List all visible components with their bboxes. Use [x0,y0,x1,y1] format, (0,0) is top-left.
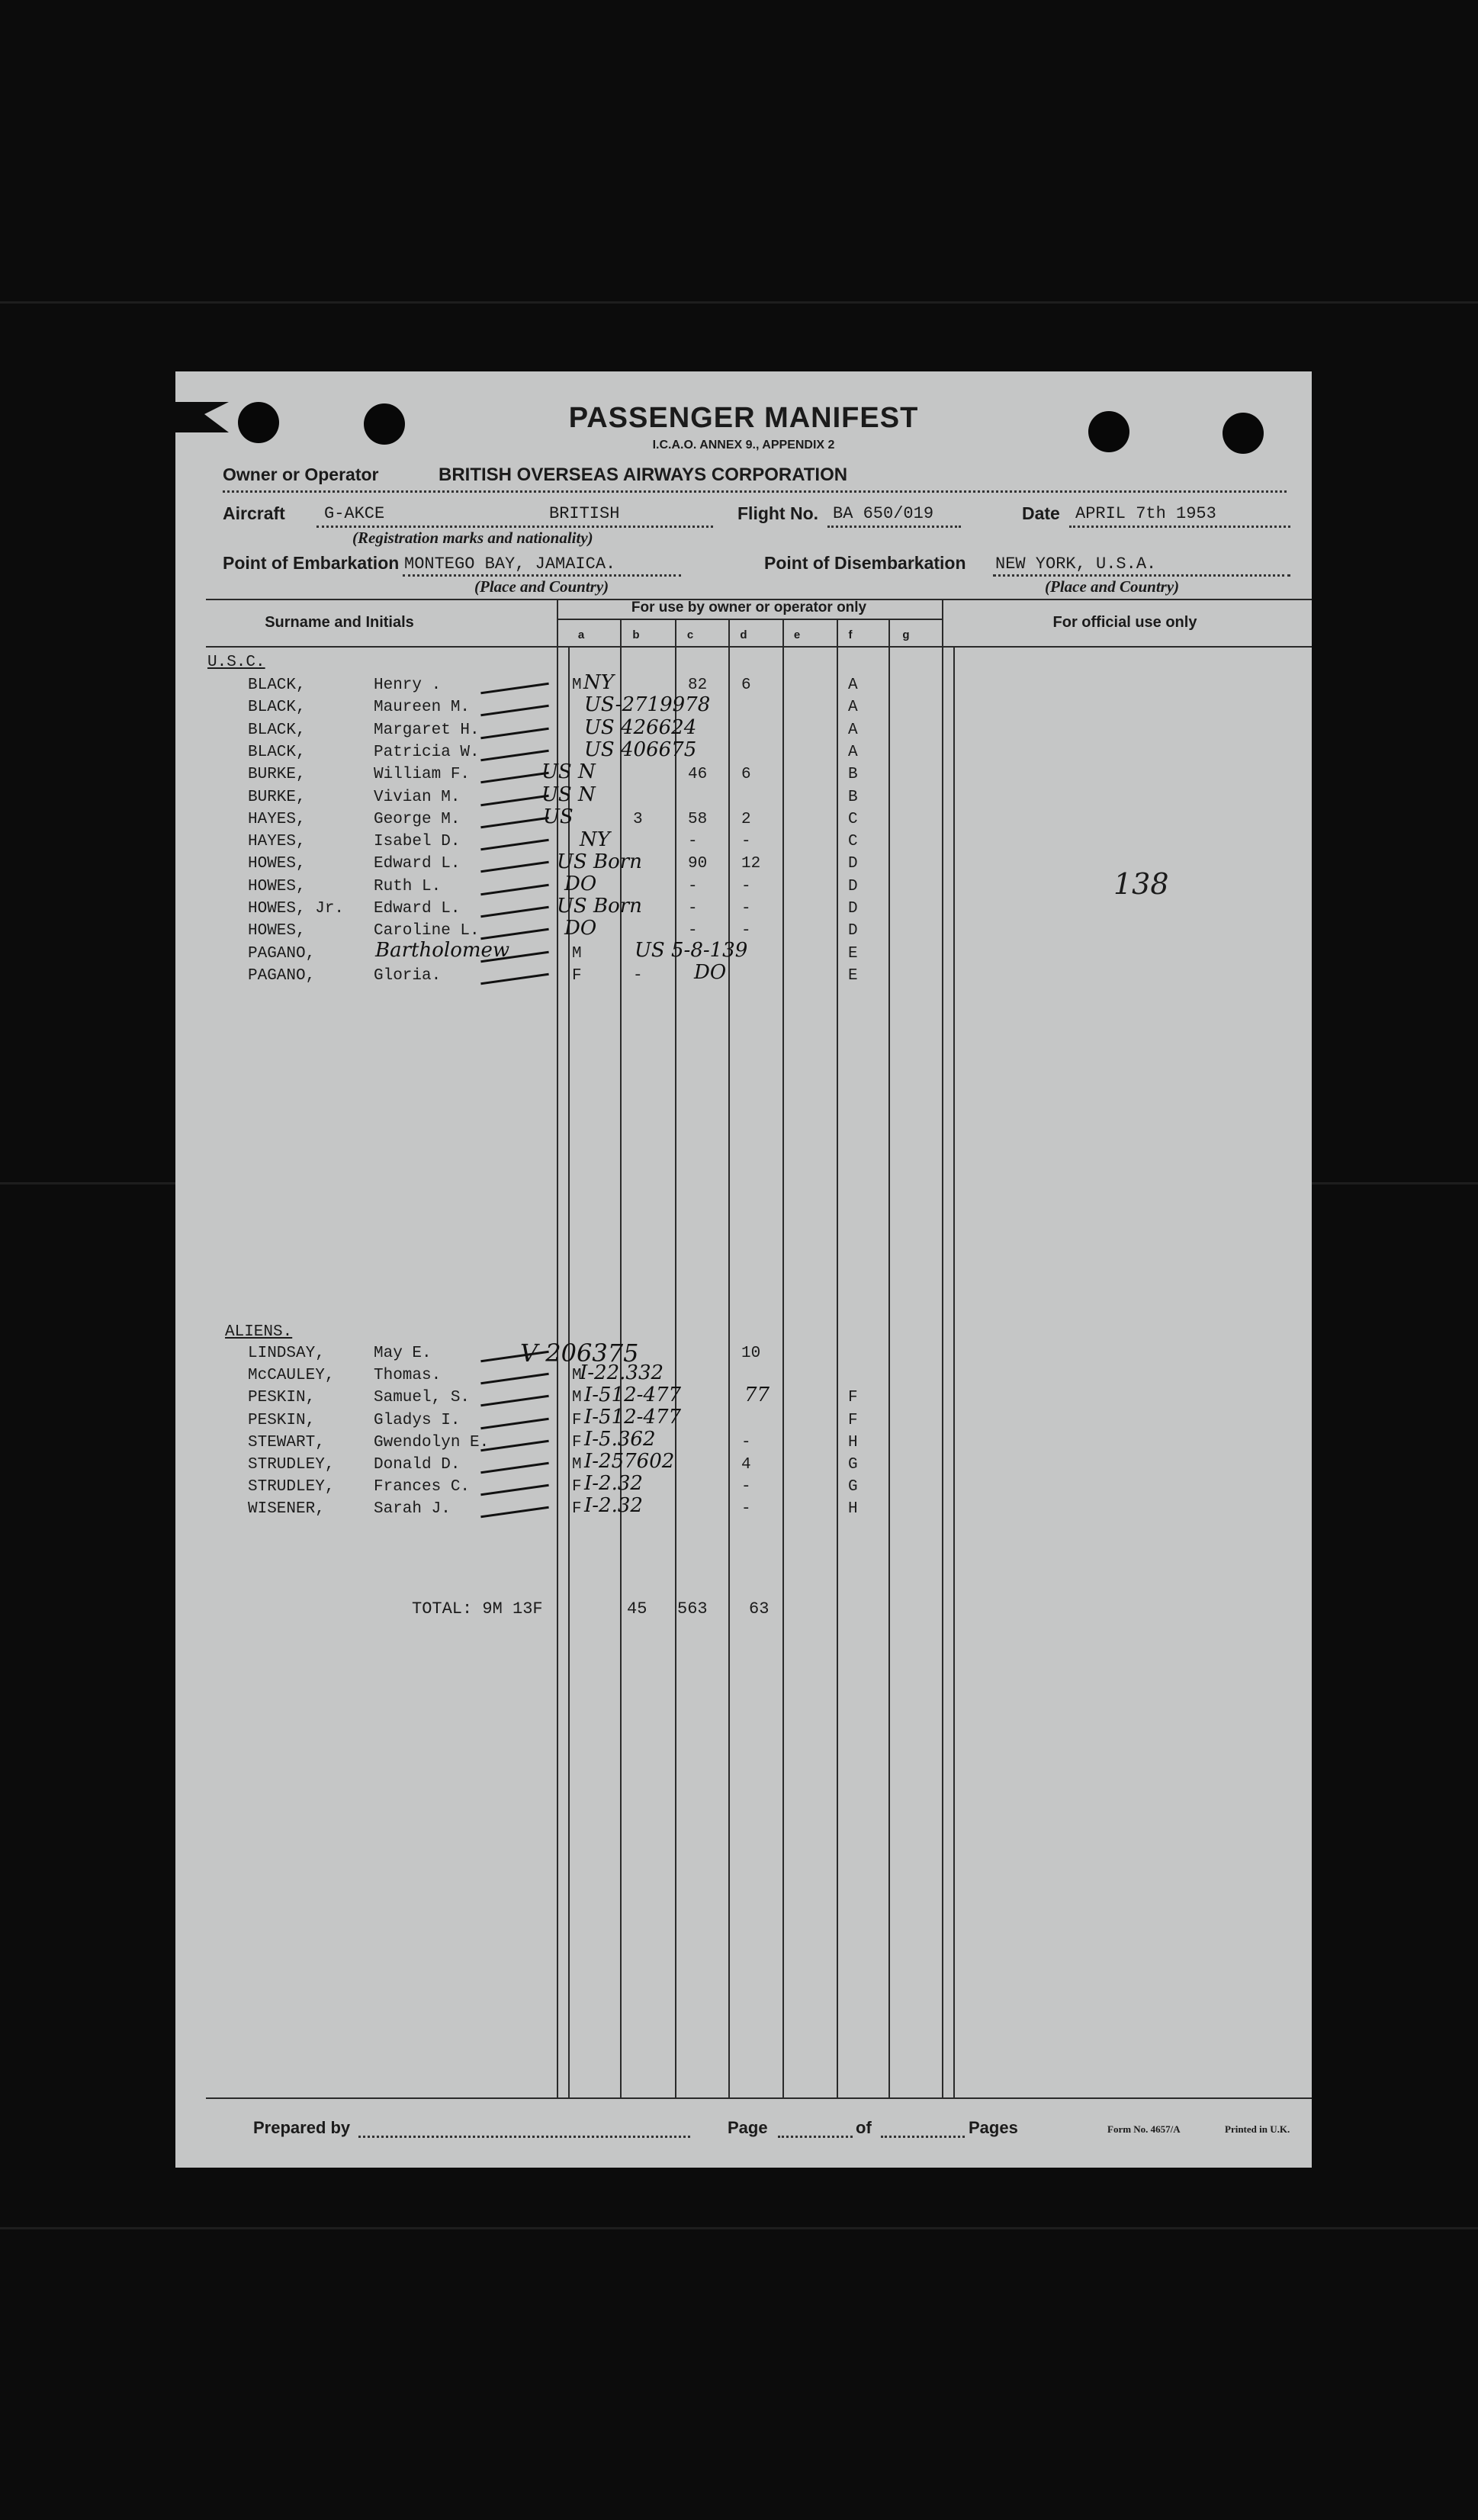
handwritten-note: V 206375 [520,1339,639,1368]
page-line [778,2136,853,2138]
passenger-initials: Edward L. [374,900,461,918]
table-row [175,1412,1312,1435]
passenger-surname: HAYES, [248,810,306,828]
tick-mark [480,750,549,761]
table-row [175,967,1312,991]
handwritten-note: 77 [744,1384,770,1406]
owner-label: Owner or Operator [223,464,379,484]
cell-c: - [688,922,698,940]
cell-f: C [848,833,858,851]
passenger-initials: Margaret H. [374,721,480,739]
handwritten-note: I-22.332 [580,1361,664,1384]
passenger-initials: Patricia W. [374,743,480,761]
cell-d: - [741,1433,751,1451]
total-b: 45 [627,1599,647,1618]
column-letter-a: a [577,628,585,641]
cell-f: D [848,900,858,918]
tick-mark [480,772,549,783]
passenger-initials: Isabel D. [374,833,461,851]
cell-f: H [848,1433,858,1451]
passenger-initials: Henry . [374,677,442,694]
tick-mark [480,683,549,694]
tick-mark [480,705,549,716]
passenger-initials: Maureen M. [374,699,471,717]
cell-f: F [848,1411,858,1429]
table-row [175,766,1312,789]
table-row [175,811,1312,834]
cell-d: 12 [741,855,761,873]
disembark-value: NEW YORK, U.S.A. [995,554,1157,574]
handwritten-note: US N [541,760,596,783]
cell-c: - [688,900,698,918]
passenger-initials: Gloria. [374,966,442,985]
owner-value: BRITISH OVERSEAS AIRWAYS CORPORATION [439,464,848,485]
table-row [175,744,1312,767]
passenger-surname: PAGANO, [248,966,316,985]
cell-f: D [848,855,858,873]
cell-f: G [848,1478,858,1496]
date-value: APRIL 7th 1953 [1075,504,1216,523]
date-line [1069,526,1290,528]
handwritten-note: US [543,805,574,828]
cell-c: - [688,877,698,895]
passenger-surname: STRUDLEY, [248,1456,335,1474]
aircraft-line [316,526,713,528]
cell-a: F [572,1500,582,1519]
column-letter-g: g [902,628,910,641]
passenger-surname: HAYES, [248,833,306,851]
cell-f: D [848,877,858,895]
table-row [175,1367,1312,1390]
cell-b: 3 [633,810,643,828]
handwritten-note: NY [583,671,614,694]
registration-note: (Registration marks and nationality) [352,529,593,547]
cell-d: 10 [741,1345,761,1362]
cell-a: M [572,1367,582,1385]
page-label: Page [728,2118,768,2137]
cell-f: G [848,1456,858,1474]
passenger-surname: WISENER, [248,1500,325,1519]
cell-a: F [572,966,582,985]
totals-label: TOTAL: 9M 13F [412,1599,543,1618]
passenger-initials: William F. [374,766,471,784]
passenger-initials: Vivian M. [374,788,461,806]
passenger-initials: Gladys I. [374,1411,461,1429]
table-row [175,699,1312,722]
cell-d: 6 [741,766,751,784]
handwritten-note: Bartholomew [375,939,510,962]
handwritten-note: I-512-477 [584,1406,682,1429]
handwritten-note: DO [564,917,597,940]
form-subtitle: I.C.A.O. ANNEX 9., APPENDIX 2 [652,439,835,452]
scan-band [0,2227,1478,2229]
cell-f: A [848,677,858,694]
tick-mark [480,906,549,918]
cell-f: B [848,766,858,784]
embark-label: Point of Embarkation [223,553,400,573]
table-row [175,1478,1312,1502]
handwritten-note: US-2719978 [584,693,711,716]
margin-number: 138 [1113,867,1169,901]
passenger-initials: Edward L. [374,855,461,873]
cell-a: M [572,944,582,963]
cell-f: E [848,966,858,985]
passenger-surname: BURKE, [248,766,306,784]
pages-label: Pages [969,2118,1018,2137]
prepared-by-label: Prepared by [253,2118,351,2137]
cell-a: M [572,677,582,694]
cell-f: C [848,810,858,828]
handwritten-note: I-2.32 [584,1472,643,1495]
cell-c: 90 [688,855,708,873]
tick-mark [480,973,549,985]
cell-c: 58 [688,810,708,828]
table-row [175,900,1312,924]
passenger-surname: HOWES, [248,922,306,940]
passenger-surname: PESKIN, [248,1389,316,1407]
handwritten-note: I-5.362 [584,1428,656,1451]
total-d: 63 [749,1599,770,1618]
passenger-initials: Donald D. [374,1456,461,1474]
passenger-initials: Gwendolyn E. [374,1433,490,1451]
cell-b: - [633,966,643,985]
cell-f: F [848,1389,858,1407]
passenger-surname: LINDSAY, [248,1345,325,1362]
cell-f: D [848,922,858,940]
passenger-surname: BLACK, [248,743,306,761]
of-label: of [856,2118,872,2137]
table-row [175,677,1312,700]
passenger-initials: Frances C. [374,1478,471,1496]
tick-mark [480,861,549,873]
flight-line [827,526,961,528]
embark-value: MONTEGO BAY, JAMAICA. [404,554,616,574]
passenger-surname: HOWES, [248,877,306,895]
table-row [175,789,1312,812]
total-c: 563 [677,1599,708,1618]
cell-a: F [572,1433,582,1451]
cell-d: - [741,833,751,851]
aircraft-value: G-AKCE [324,504,385,523]
passenger-surname: HOWES, Jr. [248,900,345,918]
column-letter-f: f [848,628,853,641]
cell-a: M [572,1456,582,1474]
passenger-surname: BLACK, [248,699,306,717]
cell-d: - [741,900,751,918]
handwritten-note: I-512-477 [584,1384,682,1406]
embark-line [403,574,681,577]
owner-line [223,490,1287,493]
cell-f: B [848,788,858,806]
cell-a: M [572,1389,582,1407]
table-row [175,1389,1312,1413]
tick-mark [480,727,549,738]
tick-mark [480,1395,549,1406]
of-line [881,2136,965,2138]
passenger-surname: BLACK, [248,721,306,739]
cell-d: - [741,922,751,940]
tick-mark [480,1373,549,1384]
flight-label: Flight No. [737,503,819,523]
handwritten-note: US 426624 [584,716,697,739]
cell-d: 4 [741,1456,751,1474]
cell-d: - [741,1500,751,1519]
handwritten-note: US N [541,783,596,806]
passenger-initials: Sarah J. [374,1500,451,1519]
handwritten-note: US Born [557,895,642,918]
cell-f: E [848,944,858,963]
flight-value: BA 650/019 [833,504,934,523]
passenger-surname: STRUDLEY, [248,1478,335,1496]
usc-section-label: U.S.C. [207,654,265,671]
tick-mark [480,1484,549,1496]
cell-c: 82 [688,677,708,694]
handwritten-note: I-2.32 [584,1494,643,1517]
column-letter-c: c [686,628,694,641]
cell-c: - [688,833,698,851]
owner-use-header: For use by owner or operator only [631,599,867,616]
cell-d: 6 [741,677,751,694]
printed-in: Printed in U.K. [1225,2123,1290,2135]
passenger-surname: BURKE, [248,788,306,806]
cell-f: A [848,699,858,717]
place-note-embark: (Place and Country) [474,577,609,596]
cell-a: F [572,1411,582,1429]
official-header: For official use only [1052,614,1197,631]
cell-f: H [848,1500,858,1519]
prepared-by-line [358,2136,690,2138]
disembark-label: Point of Disembarkation [764,553,966,573]
column-letter-b: b [632,628,640,641]
aliens-section-label: ALIENS. [225,1323,293,1341]
cell-f: A [848,743,858,761]
handwritten-note: I-257602 [584,1450,675,1473]
tick-mark [480,817,549,828]
passenger-surname: HOWES, [248,855,306,873]
passenger-initials: Thomas. [374,1367,442,1385]
handwritten-note: DO [694,961,727,984]
cell-c: 46 [688,766,708,784]
tick-mark [480,1462,549,1474]
handwritten-note: DO [564,873,597,895]
date-label: Date [1022,503,1060,523]
handwritten-note: US 5-8-139 [635,939,748,962]
owner-use-rule [558,619,943,620]
passenger-initials: May E. [374,1345,432,1362]
passenger-initials: Ruth L. [374,877,442,895]
cell-d: 2 [741,810,751,828]
passenger-initials: George M. [374,810,461,828]
form-number: Form No. 4657/A [1107,2123,1181,2135]
table-row [175,1345,1312,1368]
table-row [175,833,1312,857]
tick-mark [480,1417,549,1429]
handwritten-note: US 406675 [584,738,697,761]
table-row [175,1500,1312,1524]
passenger-initials: Samuel, S. [374,1389,471,1407]
tick-mark [480,883,549,895]
disembark-line [993,574,1290,577]
column-letter-e: e [793,628,801,641]
tick-mark [480,1440,549,1451]
passenger-surname: McCAULEY, [248,1367,335,1385]
handwritten-note: US Born [557,850,642,873]
passenger-surname: PAGANO, [248,944,316,963]
manifest-sheet [175,371,1312,2168]
table-row [175,1456,1312,1480]
passenger-initials: Caroline L. [374,922,480,940]
passenger-surname: BLACK, [248,677,306,694]
tick-mark [480,839,549,850]
form-title: PASSENGER MANIFEST [568,402,919,434]
handwritten-note: NY [580,828,610,851]
tick-mark [480,1506,549,1518]
passenger-surname: STEWART, [248,1433,325,1451]
nationality-value: BRITISH [549,504,620,523]
place-note-disembark: (Place and Country) [1045,577,1180,596]
passenger-surname: PESKIN, [248,1411,316,1429]
tick-mark [480,794,549,805]
header-bottom-rule [206,646,1312,648]
surname-header: Surname and Initials [265,614,414,631]
table-row [175,722,1312,745]
footer-rule [206,2097,1312,2099]
cell-d: - [741,1478,751,1496]
aircraft-label: Aircraft [223,503,285,523]
column-letter-d: d [740,628,747,641]
scan-band [0,301,1478,304]
table-row [175,1434,1312,1458]
cell-a: F [572,1478,582,1496]
cell-d: - [741,877,751,895]
cell-f: A [848,721,858,739]
